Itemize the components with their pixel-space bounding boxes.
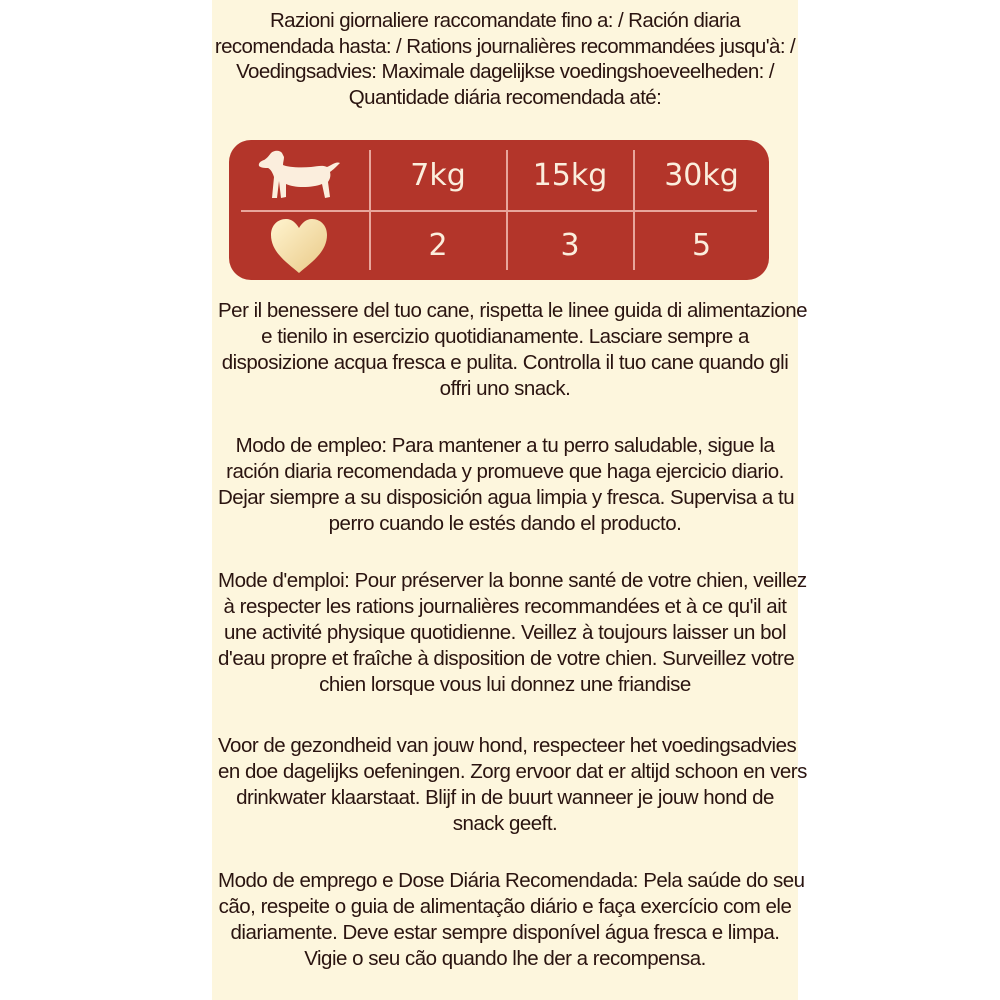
paragraph-line: perro cuando le estés dando el producto. (328, 512, 682, 535)
weight-cell: 15kg (532, 157, 608, 193)
paragraph-line: Voor de gezondheid van jouw hond, respecteer het voedingsadvies (218, 734, 797, 757)
paragraph-line: snack geeft. (452, 812, 558, 835)
paragraph-line: Dejar siempre a su disposición agua limpia y fresca. Supervisa a tu (218, 486, 795, 509)
ration-table (229, 140, 769, 280)
weight-cell: 30kg (664, 157, 739, 193)
paragraph-line: d'eau propre et fraîche à disposition de votre chien. Surveillez votre (218, 647, 795, 670)
heading-line: Voedingsadvies: Maximale dagelijkse voedingshoeveelheden: / (236, 60, 774, 83)
paragraph-line: en doe dagelijks oefeningen. Zorg ervoor dat er altijd schoon en vers (218, 760, 807, 783)
heart-icon (229, 211, 369, 280)
weight-cell: 7kg (410, 157, 466, 193)
feeding-guide-nl (218, 733, 807, 837)
paragraph-line: ración diaria recomendada y promueve que haga ejercicio diario. (226, 460, 784, 483)
feeding-guide-es (218, 433, 795, 537)
portion-cell: 5 (691, 228, 712, 263)
ration-heading (212, 8, 798, 110)
feeding-guide-fr (218, 568, 807, 698)
paragraph-line: Modo de empleo: Para mantener a tu perro saludable, sigue la (235, 434, 775, 457)
dog-icon (229, 140, 369, 210)
paragraph-line: Modo de emprego e Dose Diária Recomendada: Pela saúde do seu (218, 869, 805, 892)
heading-line: Quantidade diária recomendada até: (348, 85, 662, 109)
paragraph-line: Mode d'emploi: Pour préserver la bonne santé de votre chien, veillez (218, 569, 807, 592)
heading-line: Razioni giornaliere raccomandate fino a: / Ración diaria (269, 9, 741, 32)
feeding-guide-it (218, 298, 807, 402)
portion-cell: 3 (560, 228, 580, 263)
paragraph-line: Vigie o seu cão quando lhe der a recompensa. (304, 947, 706, 970)
portion-cell: 2 (428, 228, 448, 263)
paragraph-line: Per il benessere del tuo cane, rispetta le linee guida di alimentazione (218, 299, 807, 322)
paragraph-line: disposizione acqua fresca e pulita. Controlla il tuo cane quando gli (221, 351, 789, 374)
heading-line: recomendada hasta: / Rations journalières recommandées jusqu'à: / (214, 34, 796, 58)
paragraph-line: à respecter les rations journalières recommandées et à ce qu'il ait (223, 595, 787, 618)
paragraph-line: offri uno snack. (439, 377, 571, 400)
feeding-guide-pt (218, 868, 805, 972)
paragraph-line: une activité physique quotidienne. Veillez à toujours laisser un bol (223, 621, 787, 644)
paragraph-line: chien lorsque vous lui donnez une friandise (319, 673, 691, 696)
paragraph-line: drinkwater klaarstaat. Blijf in de buurt wanneer je jouw hond de (236, 786, 774, 809)
paragraph-line: cão, respeite o guia de alimentação diário e faça exercício com ele (218, 895, 792, 918)
paragraph-line: e tienilo in esercizio quotidianamente. Lasciare sempre a (261, 325, 749, 348)
paragraph-line: diariamente. Deve estar sempre disponível água fresca e limpa. (230, 921, 780, 944)
